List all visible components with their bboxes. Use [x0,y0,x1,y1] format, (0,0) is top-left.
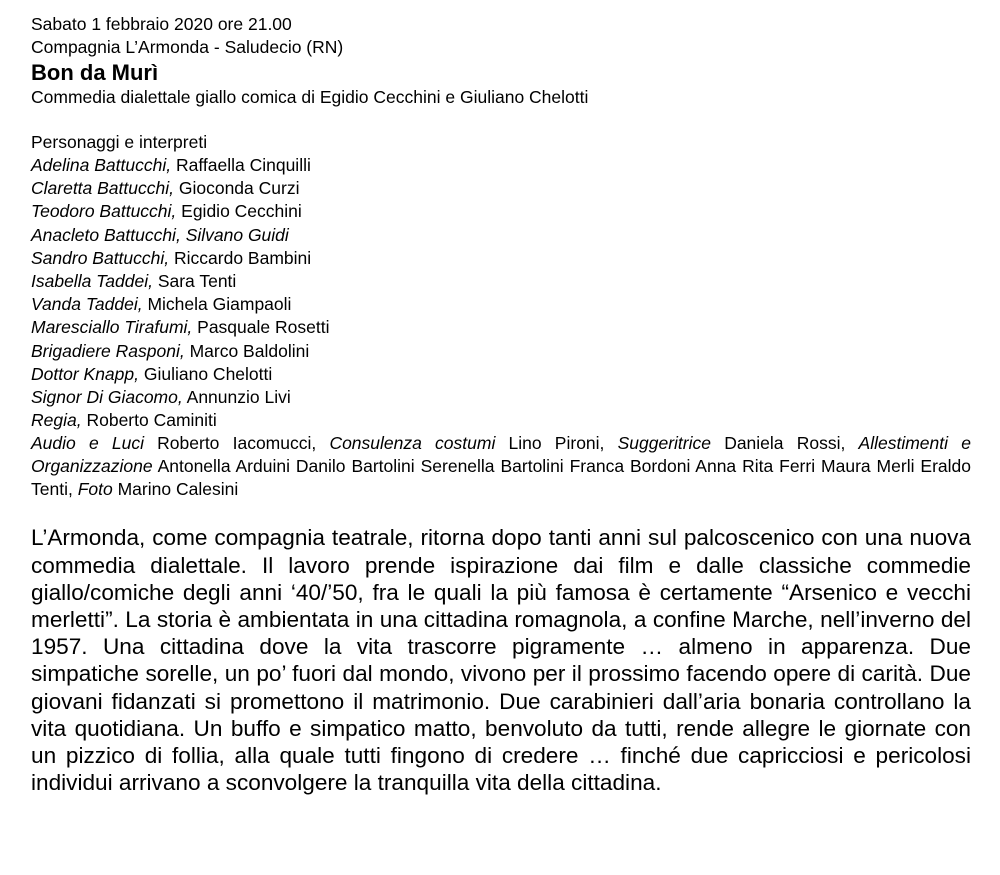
cast-row [31,247,971,270]
play-subtitle: Commedia dialettale giallo comica di Egidio Cecchini e Giuliano Chelotti [31,87,589,107]
cast-actor: Giuliano Chelotti [143,363,273,384]
cast-actor: Marco Baldolini [189,340,310,361]
cast-actor: Gioconda Curzi [178,178,300,199]
cast-role: Dottor Knapp, [31,363,139,384]
cast-role: Brigadiere Rasponi, [31,340,185,361]
cast-row [31,200,971,223]
cast-section-label: Personaggi e interpreti [31,132,208,152]
play-title: Bon da Murì [31,60,159,85]
credit-name-costumi: Lino Pironi, [508,433,605,454]
cast-row [31,386,971,409]
company-name: Compagnia L’Armonda - Saludecio (RN) [31,37,344,57]
credit-label-audio: Audio e Luci [31,433,144,454]
play-description: L’Armonda, come compagnia teatrale, ritorna dopo tanti anni sul palcoscenico con una nuova commedia dialettale. Il lavoro prende ispirazione dai film e dalle classiche commedie giallo/comiche degli anni ‘40/’50, fra le quali la più famosa è certamente “Arsenico e vecchi merletti”. La storia è ambientata in una cittadina romagnola, a confine Marche, nell’inverno del 1957. Una cittadina dove la vita trascorre pigramente … almeno in apparenza. Due simpatiche sorelle, un po’ fuori dal mondo, vivono per il prossimo facendo opere di carità. Due giovani fidanzati si promettono il matrimonio. Due carabinieri dall’aria bonaria controllano la vita quotidiana. Un buffo e simpatico matto, benvoluto da tutti, rende allegre le giornate con un pizzico di follia, alla quale tutti fingono di credere … finché due capricciosi e pericolosi individui arrivano a sconvolgere la tranquilla vita della cittadina. [31,525,971,796]
credit-label-suggeritrice: Suggeritrice [617,433,711,454]
credit-label-foto: Foto [77,479,113,500]
cast-role: Sandro Battucchi, [31,247,170,268]
cast-row [31,293,971,316]
cast-actor: Roberto Caminiti [86,410,217,431]
event-date: Sabato 1 febbraio 2020 ore 21.00 [31,14,292,34]
cast-role: Claretta Battucchi, [31,178,174,199]
credit-name-audio: Roberto Iacomucci, [157,433,317,454]
cast-row [31,409,971,432]
cast-role: Signor Di Giacomo, [31,387,183,408]
cast-row [31,177,971,200]
cast-actor: Annunzio Livi [186,387,291,408]
cast-role: Regia, [31,410,82,431]
cast-actor: Pasquale Rosetti [197,317,330,338]
credit-names-allestimenti: Antonella Arduini Danilo Bartolini Serenella Bartolini Franca Bordoni Anna Rita Ferri Maura Merli Eraldo Tenti, [31,456,971,500]
cast-actor: Raffaella Cinquilli [175,155,311,175]
credit-name-foto: Marino Calesini [117,479,239,500]
cast-row [31,363,971,386]
cast-row [31,316,971,339]
document-page [31,13,971,796]
credit-label-allestimenti: Allestimenti e Organizzazione [31,433,971,477]
cast-role: Maresciallo Tirafumi, [31,317,193,338]
cast-actor: Egidio Cecchini [181,201,302,222]
cast-row [31,224,971,247]
cast-actor: Silvano Guidi [185,224,289,245]
cast-actor: Michela Giampaoli [147,294,292,315]
credits-block [31,432,971,501]
cast-role: Vanda Taddei, [31,294,143,315]
credit-label-costumi: Consulenza costumi [329,433,496,454]
cast-row [31,270,971,293]
cast-role: Teodoro Battucchi, [31,201,177,222]
cast-row [31,340,971,363]
cast-role: Adelina Battucchi, [31,155,172,175]
cast-list [31,154,971,432]
cast-role: Isabella Taddei, [31,271,153,292]
cast-actor: Riccardo Bambini [174,247,312,268]
cast-role: Anacleto Battucchi, [31,224,181,245]
credit-name-suggeritrice: Daniela Rossi, [724,433,846,454]
cast-row [31,154,971,177]
cast-actor: Sara Tenti [157,271,237,292]
